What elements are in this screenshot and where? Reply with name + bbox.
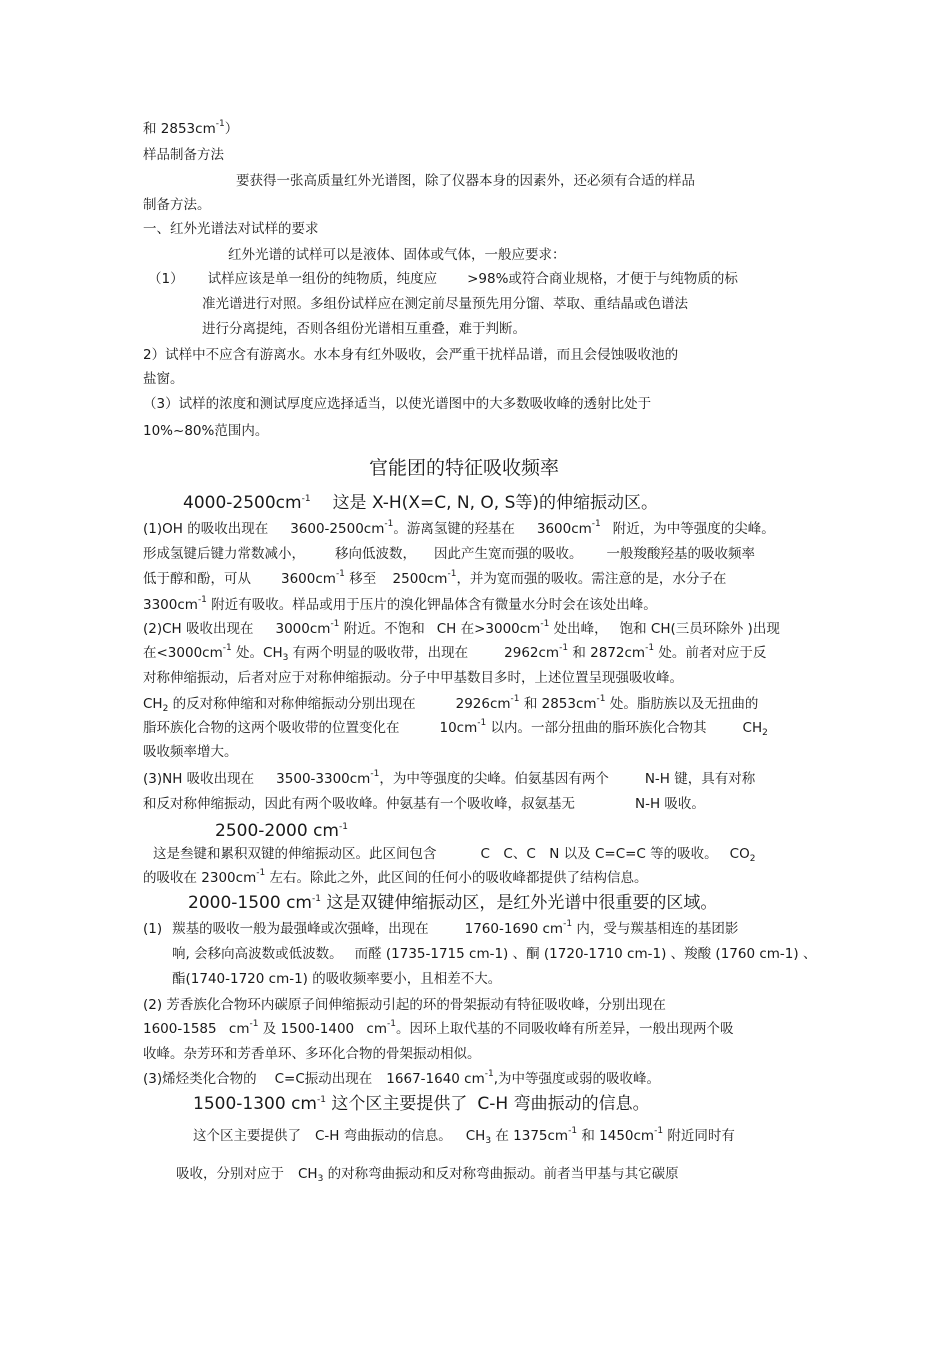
text-line [143,146,224,164]
text-line [143,395,651,413]
text-run: 准光谱进行对照。多组份试样应在测定前尽量预先用分馏、萃取、重结晶或色谱法 [202,296,688,312]
text-run: （3）试样的浓度和测试厚度应选择适当，以使光谱图中的大多数吸收峰的透射比处于 [143,396,652,412]
text-run: 处。前者对应于反 [654,645,767,661]
text-line [193,1127,735,1145]
text-run: 2000-1500 cm [188,893,312,913]
text-run: 移至 [344,571,381,587]
text-run: (2)CH 吸收出现在 [143,621,254,637]
superscript: -1 [256,868,266,878]
text-run: (1) [143,921,163,937]
text-run: 收峰。杂芳环和芳香单环、多环化合物的骨架振动相似。 [143,1046,481,1062]
text-run: 10%~80%范围内。 [143,423,269,439]
text-line [143,370,184,388]
text-run: (3)NH 吸收出现在 [143,771,255,787]
text-run: CH 在>3000cm [436,621,541,637]
text-run: 这是 X-H(X=C, N, O, S等)的伸缩振动区。 [332,493,659,513]
superscript: -1 [484,1069,494,1079]
text-run: ，并为宽而强的吸收。需注意的是，水分子在 [456,571,727,587]
text-line [143,346,678,364]
text-line [176,1165,679,1183]
text-run: 和 1450cm [577,1128,655,1144]
text-run: 因此产生宽而强的吸收。 [434,546,583,562]
superscript: -1 [197,595,207,605]
superscript: -1 [215,119,225,129]
text-line [143,644,766,662]
text-line [143,570,726,588]
superscript: -1 [654,1126,664,1136]
subscript: 2 [762,728,768,738]
text-run: 1500-1300 cm [193,1094,317,1114]
text-run: 饱和 CH(三员环除外 )出现 [619,621,780,637]
text-run: 的吸收在 2300cm [143,870,257,886]
text-run: 10cm [439,720,478,736]
text-run: 红外光谱的试样可以是液体、固体或气体，一般应要求： [228,247,566,263]
text-line [143,770,755,788]
text-run: 试样应该是单一组份的纯物质，纯度应 [207,271,438,287]
text-run: 附近，为中等强度的尖峰。 [612,521,775,537]
text-run: 的反对称伸缩和对称伸缩振动分别出现在 [168,696,416,712]
superscript: -1 [370,769,380,779]
superscript: -1 [568,1126,578,1136]
text-line [143,220,319,238]
text-run: 3500-3300cm [276,771,371,787]
text-run: (3)烯烃类化合物的 [143,1071,257,1087]
text-line [143,120,238,138]
text-run: 酯(1740-1720 cm-1) 的吸收频率要小，且相差不大。 [172,971,502,987]
text-run: 和 2872cm [568,645,646,661]
text-run: 的对称弯曲振动和反对称弯曲振动。前者当甲基与其它碳原 [323,1166,679,1182]
subscript: 3 [282,653,289,663]
text-run: C=C振动出现在 [274,1071,373,1087]
text-run: 3300cm [143,597,198,613]
text-line [143,545,755,563]
text-run: （1） [148,271,184,287]
text-run: 1667-1640 cm [386,1071,485,1087]
text-line [143,520,775,538]
text-run: 2500cm [392,571,448,587]
text-run: 4000-2500cm [183,493,302,513]
text-run: 2926cm [455,696,511,712]
text-run: CH [143,696,163,712]
superscript: -1 [387,1019,396,1029]
text-line [143,719,768,737]
text-run: 以内。一部分扭曲的脂环族化合物其 [486,720,707,736]
text-run: 3600cm [281,571,336,587]
text-run: CH [742,720,763,736]
text-run: 形成氢键后键力常数减小， [143,546,305,562]
text-line [202,320,526,338]
text-run: 这个区主要提供了 [193,1128,301,1144]
text-line [143,869,648,887]
text-run: 羰基的吸收一般为最强峰或次强峰，出现在 [172,921,429,937]
text-line [202,295,688,313]
text-run: 附近同时有 [663,1128,735,1144]
text-run: ，为中等强度的尖峰。伯氨基因有两个 [379,771,609,787]
text-run: 2962cm [504,645,560,661]
text-run: 附近有吸收。样品或用于压片的溴化钾晶体含有微量水分时会在该处出峰。 [206,597,657,613]
section-heading [193,1093,650,1115]
superscript: -1 [510,694,520,704]
text-run: 制备方法。 [143,197,211,213]
superscript: -1 [249,1019,259,1029]
section-heading [183,492,658,514]
superscript: -1 [222,643,232,653]
superscript: -1 [384,519,394,529]
subscript: 3 [317,1174,324,1184]
text-run: 和反对称伸缩振动，因此有两个吸收峰。仲氨基有一个吸收峰，叔氨基无 [143,796,575,812]
text-run: CH [298,1166,318,1182]
text-run: 1760-1690 cm [464,921,564,937]
superscript: -1 [330,619,340,629]
text-run: 这是叁键和累积双键的伸缩振动区。此区间包含 [153,846,437,862]
text-run: 3600-2500cm [290,521,385,537]
text-run: 1600-1585 [143,1021,221,1037]
text-run: 官能团的特征吸收频率 [369,457,560,479]
text-run: 2）试样中不应含有游离水。水本身有红外吸收，会严重干扰样品谱，而且会侵蚀吸收池的 [143,347,679,363]
text-run: 吸收，分别对应于 [176,1166,284,1182]
text-line [143,1045,481,1063]
superscript: -1 [316,1095,326,1105]
text-run: C-H 弯曲振动的信息。 [315,1128,452,1144]
text-run: 进行分离提纯，否则各组份光谱相互重叠，难于判断。 [202,321,526,337]
superscript: -1 [596,694,606,704]
text-run: cm [228,1021,250,1037]
page-heading [369,456,559,480]
text-run: 一般羧酸羟基的吸收频率 [606,546,755,562]
text-run: 3000cm [275,621,331,637]
text-run: CH [465,1128,486,1144]
text-run: 处。脂肪族以及无扭曲的 [605,696,759,712]
text-run: 内，受与羰基相连的基团影 [572,921,739,937]
text-run: N-H 吸收。 [635,796,705,812]
text-line [143,920,738,938]
text-run: ,为中等强度或弱的吸收峰。 [493,1071,661,1087]
superscript: -1 [559,643,569,653]
text-run: cm [366,1021,387,1037]
superscript: -1 [335,569,345,579]
text-run: 2500-2000 cm [215,821,339,841]
text-run: 吸收频率增大。 [143,744,238,760]
text-line [143,596,657,614]
text-run: C-H 弯曲振动的信息。 [477,1094,650,1114]
text-line [143,422,268,440]
text-run: 和 2853cm [519,696,597,712]
superscript: -1 [311,894,321,904]
text-run: 对称伸缩振动，后者对应于对称伸缩振动。分子中甲基数目多时，上述位置呈现强吸收峰。 [143,670,683,686]
text-line [172,970,501,988]
text-line [143,996,666,1014]
text-line [143,1020,733,1038]
text-run: 及 1500-1400 [258,1021,359,1037]
text-run: 在<3000cm [143,645,223,661]
text-run: 一、红外光谱法对试样的要求 [143,221,319,237]
text-line [143,1070,660,1088]
section-heading [215,820,348,842]
text-run: ） [224,121,239,137]
text-line [153,845,755,863]
text-run: C C、C N 以及 C=C=C 等的吸收。 [480,846,718,862]
superscript: -1 [447,569,457,579]
text-run: 要获得一张高质量红外光谱图，除了仪器本身的因素外，还必须有合适的样品 [236,173,695,189]
text-run: 处出峰， [549,621,608,637]
text-run: 和 2853cm [143,121,216,137]
text-run: 。游离氢键的羟基在 [393,521,515,537]
subscript: 2 [162,704,169,714]
text-line [143,196,211,214]
superscript: -1 [645,643,655,653]
text-run: 低于醇和酚，可从 [143,571,251,587]
text-run: 在 1375cm [491,1128,569,1144]
text-line [143,695,758,713]
subscript: 2 [749,854,756,864]
subscript: 3 [485,1136,492,1146]
text-line [236,172,695,190]
superscript: -1 [338,822,348,832]
text-run: 有两个明显的吸收带，出现在 [288,645,469,661]
section-heading [188,892,717,914]
text-run: >98%或符合商业规格，才便于与纯物质的标 [467,271,738,287]
superscript: -1 [301,494,311,504]
text-run: 而醛 (1735-1715 cm-1) 、酮 (1720-1710 cm-1) 、羧酸 (1760 cm-1) 、 [354,946,817,962]
text-run: CO [729,846,750,862]
superscript: -1 [477,718,487,728]
superscript: -1 [563,919,573,929]
text-line [172,945,816,963]
text-run: 附近。不饱和 [339,621,425,637]
text-line [143,620,780,638]
superscript: -1 [540,619,550,629]
text-run: 盐窗。 [143,371,184,387]
text-run: N-H 键，具有对称 [644,771,756,787]
text-run: 样品制备方法 [143,147,224,163]
text-run: 响, 会移向高波数或低波数。 [172,946,343,962]
text-line [143,743,238,761]
text-run: 脂环族化合物的这两个吸收带的位置变化在 [143,720,400,736]
text-line [148,270,738,288]
text-line [143,669,683,687]
text-run: 移向低波数， [335,546,416,562]
text-run: (2) 芳香族化合物环内碳原子间伸缩振动引起的环的骨架振动有特征吸收峰，分别出现在 [143,997,666,1013]
text-run: 处。CH [231,645,283,661]
text-run: 。因环上取代基的不同吸收峰有所差异，一般出现两个吸 [395,1021,734,1037]
text-run: 这个区主要提供了 [325,1094,468,1114]
text-run: 这是双键伸缩振动区，是红外光谱中很重要的区域。 [320,893,718,913]
text-line [228,246,566,264]
text-run: (1)OH 的吸收出现在 [143,521,269,537]
superscript: -1 [591,519,601,529]
text-run: 左右。除此之外，此区间的任何小的吸收峰都提供了结构信息。 [265,870,648,886]
text-run: 3600cm [536,521,592,537]
text-line [143,795,705,813]
